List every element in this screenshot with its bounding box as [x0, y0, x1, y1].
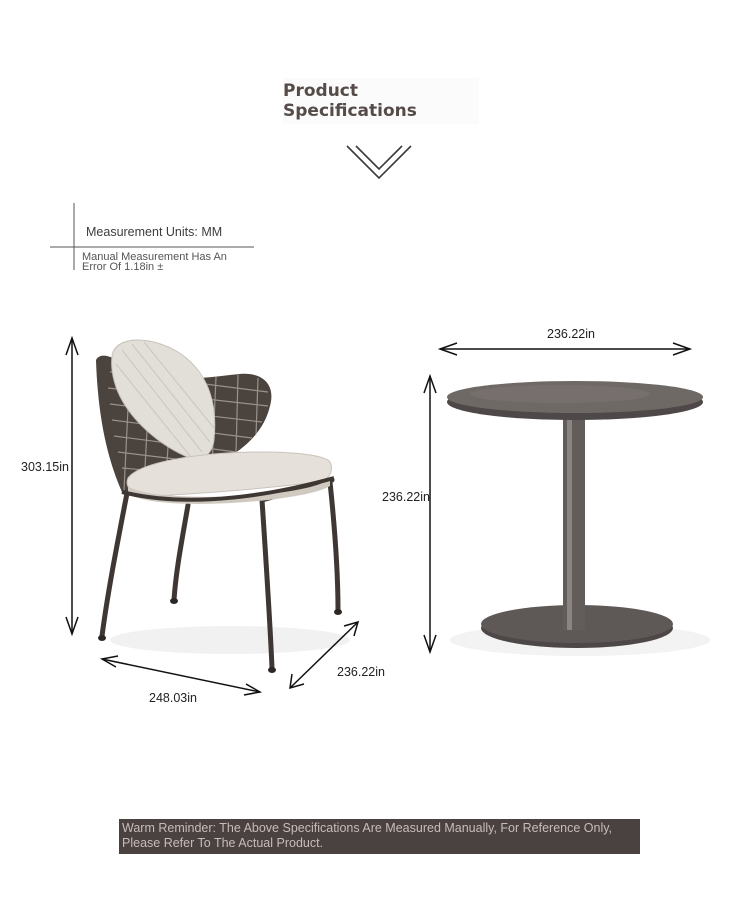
- measurement-error-line1: Manual Measurement Has An: [82, 251, 227, 263]
- table-diameter-label: 236.22in: [547, 327, 595, 341]
- chair-height-label: 303.15in: [21, 460, 69, 474]
- measurement-error-note: [82, 252, 262, 272]
- table-diameter-arrow: [440, 343, 690, 355]
- warm-reminder-banner: [119, 819, 640, 854]
- chair-height-arrow: [66, 338, 78, 634]
- warm-reminder-line2: Please Refer To The Actual Product.: [122, 836, 324, 850]
- warm-reminder-line1: Warm Reminder: The Above Specifications Are Measured Manually, For Reference Only,: [122, 821, 613, 835]
- chair-width-arrow: [102, 656, 260, 695]
- measurement-units: Measurement Units: MM: [86, 225, 223, 239]
- chair-depth-label: 236.22in: [337, 665, 385, 679]
- chair-image: [96, 340, 350, 673]
- table-height-arrow: [424, 376, 436, 652]
- page-title: Product Specifications: [283, 81, 417, 121]
- table-image: [447, 381, 710, 656]
- measurement-error-line2: Error Of 1.18in ±: [82, 261, 164, 273]
- chevron-down-icon: [347, 146, 411, 178]
- chair-width-label: 248.03in: [149, 691, 197, 705]
- table-height-label: 236.22in: [382, 490, 430, 504]
